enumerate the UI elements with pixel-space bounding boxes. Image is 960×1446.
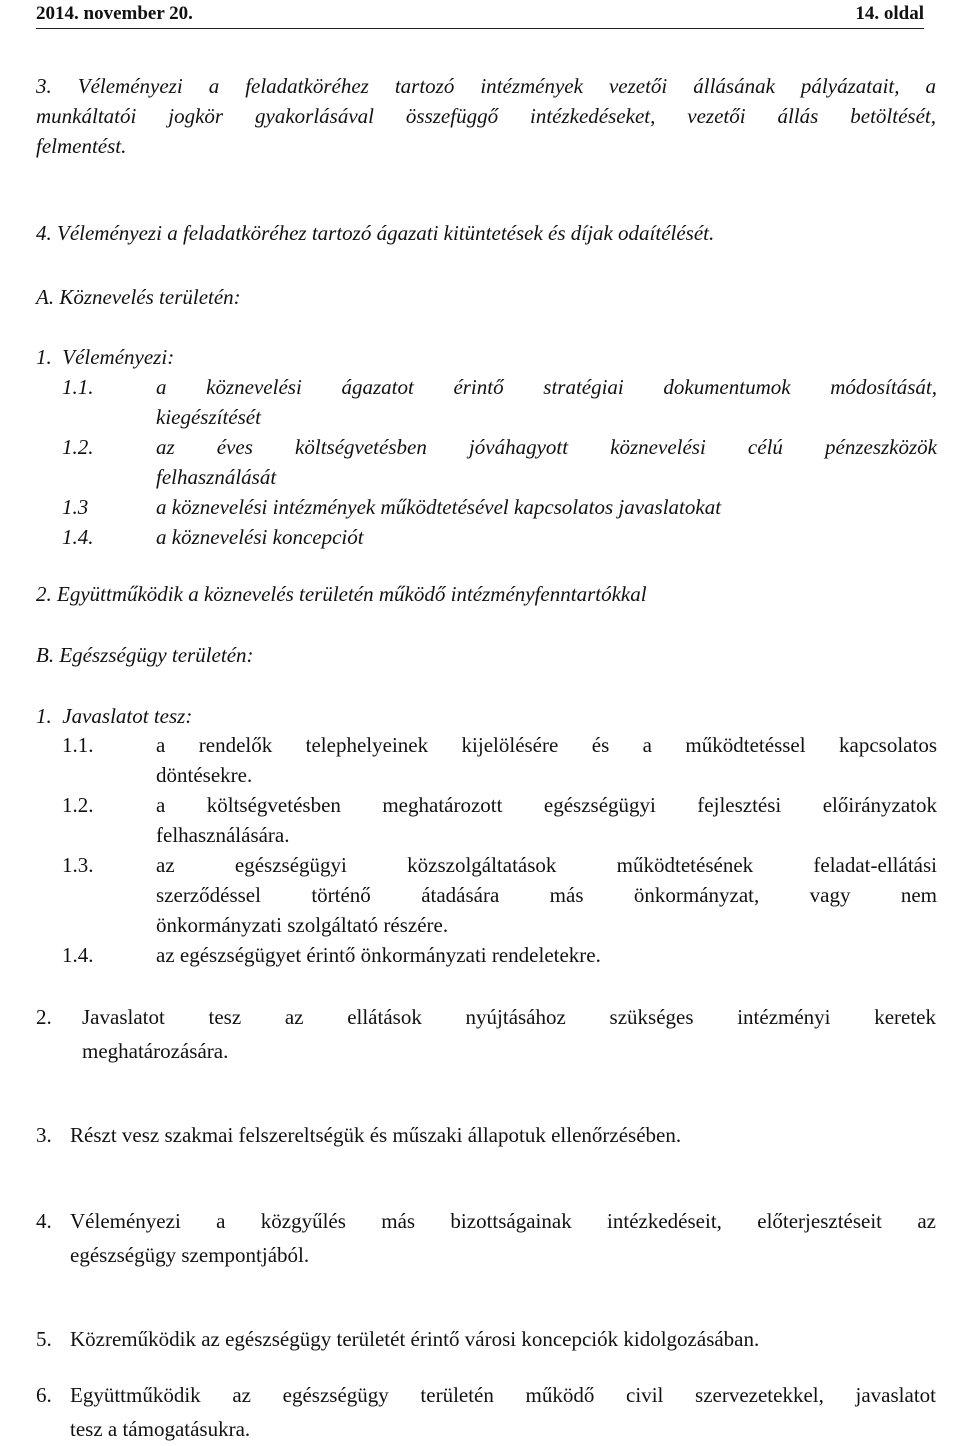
item-number: 3. [36, 1123, 52, 1147]
list-item-number: 1.3. [62, 853, 94, 877]
item-text: Részt vesz szakmai felszereltségük és műszaki állapotuk ellenőrzésében. [70, 1123, 682, 1147]
item-3-line-2: munkáltatói jogkör gyakorlásával összefüggő intézkedéseket, vezetői állás betöltését, [36, 104, 936, 128]
item-text: Véleményezi a közgyűlés más bizottságainak intézkedéseit, előterjesztéseit az [70, 1209, 936, 1233]
list-item [62, 940, 937, 970]
section-a-sublist [62, 372, 937, 552]
item-text: meghatározására. [82, 1039, 229, 1063]
list-item [62, 522, 937, 552]
list-item-number: 1.4. [62, 943, 94, 967]
section-a-item-1-label: 1. Véleményezi: [36, 345, 175, 369]
list-item-text: a költségvetésben meghatározott egészségügyi fejlesztési előirányzatok [156, 793, 937, 817]
item-text: tesz a támogatásukra. [70, 1417, 251, 1441]
item-number: 2. [36, 1005, 52, 1029]
section-b-item-2 [36, 1000, 936, 1068]
list-item-number: 1.4. [62, 525, 94, 549]
item-text: Együttműködik az egészségügy területén működő civil szervezetekkel, javaslatot [70, 1383, 936, 1407]
item-4 [36, 218, 714, 248]
list-item-text: a köznevelési intézmények működtetésével kapcsolatos javaslatokat [156, 495, 722, 519]
list-item [62, 850, 937, 940]
list-item-text: az egészségügyi közszolgáltatások működtetésének feladat-ellátási [156, 853, 937, 877]
item-number: 5. [36, 1327, 52, 1351]
list-item-text: szerződéssel történő átadására más önkormányzat, vagy nem [156, 883, 937, 907]
header-page-number: 14. oldal [855, 3, 924, 24]
item-text: Véleményezi a feladatköréhez tartozó intézmények vezetői állásának pályázatait, a [77, 74, 936, 98]
list-item [62, 372, 937, 432]
list-item-text: a köznevelési koncepciót [156, 525, 364, 549]
item-text: Javaslatot tesz az ellátások nyújtásához szükséges intézményi keretek [82, 1005, 936, 1029]
page-header [36, 0, 924, 29]
item-3-line-3: felmentést. [36, 134, 127, 158]
list-item-text: önkormányzati szolgáltató részére. [156, 913, 449, 937]
section-b-item-1-label: 1. Javaslatot tesz: [36, 704, 193, 728]
list-item-text: döntésekre. [156, 763, 253, 787]
list-item-text: az egészségügyet érintő önkormányzati rendeletekre. [156, 943, 601, 967]
list-item-text: az éves költségvetésben jóváhagyott köznevelési célú pénzeszközök [156, 435, 937, 459]
item-number: 3. [36, 74, 52, 98]
list-item-text: felhasználására. [156, 823, 290, 847]
list-item [62, 432, 937, 492]
list-item-number: 1.1. [62, 375, 94, 399]
list-item-text: a köznevelési ágazatot érintő stratégiai dokumentumok módosítását, [156, 375, 937, 399]
item-3-line-1 [36, 71, 936, 101]
item-text: egészségügy szempontjából. [70, 1243, 310, 1267]
list-item-number: 1.3 [62, 495, 89, 519]
section-a-item-2: 2. Együttműködik a köznevelés területén működő intézményfenntartókkal [36, 582, 647, 606]
section-b-sublist [62, 730, 937, 970]
section-b-item-5 [36, 1324, 936, 1354]
section-b-item-3 [36, 1120, 936, 1150]
section-b-item-4 [36, 1204, 936, 1272]
list-item-text: kiegészítését [156, 405, 261, 429]
item-text: Véleményezi a feladatköréhez tartozó ágazati kitüntetések és díjak odaítélését. [57, 221, 715, 245]
section-a-heading: A. Köznevelés területén: [36, 285, 241, 309]
item-text: Közreműködik az egészségügy területét érintő városi koncepciók kidolgozásában. [70, 1327, 760, 1351]
item-number: 4. [36, 1209, 52, 1233]
list-item-number: 1.2. [62, 435, 94, 459]
list-item [62, 790, 937, 850]
item-3 [36, 71, 936, 161]
item-number: 4. [36, 221, 52, 245]
header-date: 2014. november 20. [36, 3, 193, 24]
section-b-item-6 [36, 1378, 936, 1446]
list-item-text: a rendelők telephelyeinek kijelölésére és a működtetéssel kapcsolatos [156, 733, 937, 757]
list-item-number: 1.2. [62, 793, 94, 817]
item-number: 6. [36, 1383, 52, 1407]
list-item-text: felhasználását [156, 465, 277, 489]
list-item-number: 1.1. [62, 733, 94, 757]
list-item [62, 730, 937, 790]
list-item [62, 492, 937, 522]
section-b-heading: B. Egészségügy területén: [36, 643, 254, 667]
